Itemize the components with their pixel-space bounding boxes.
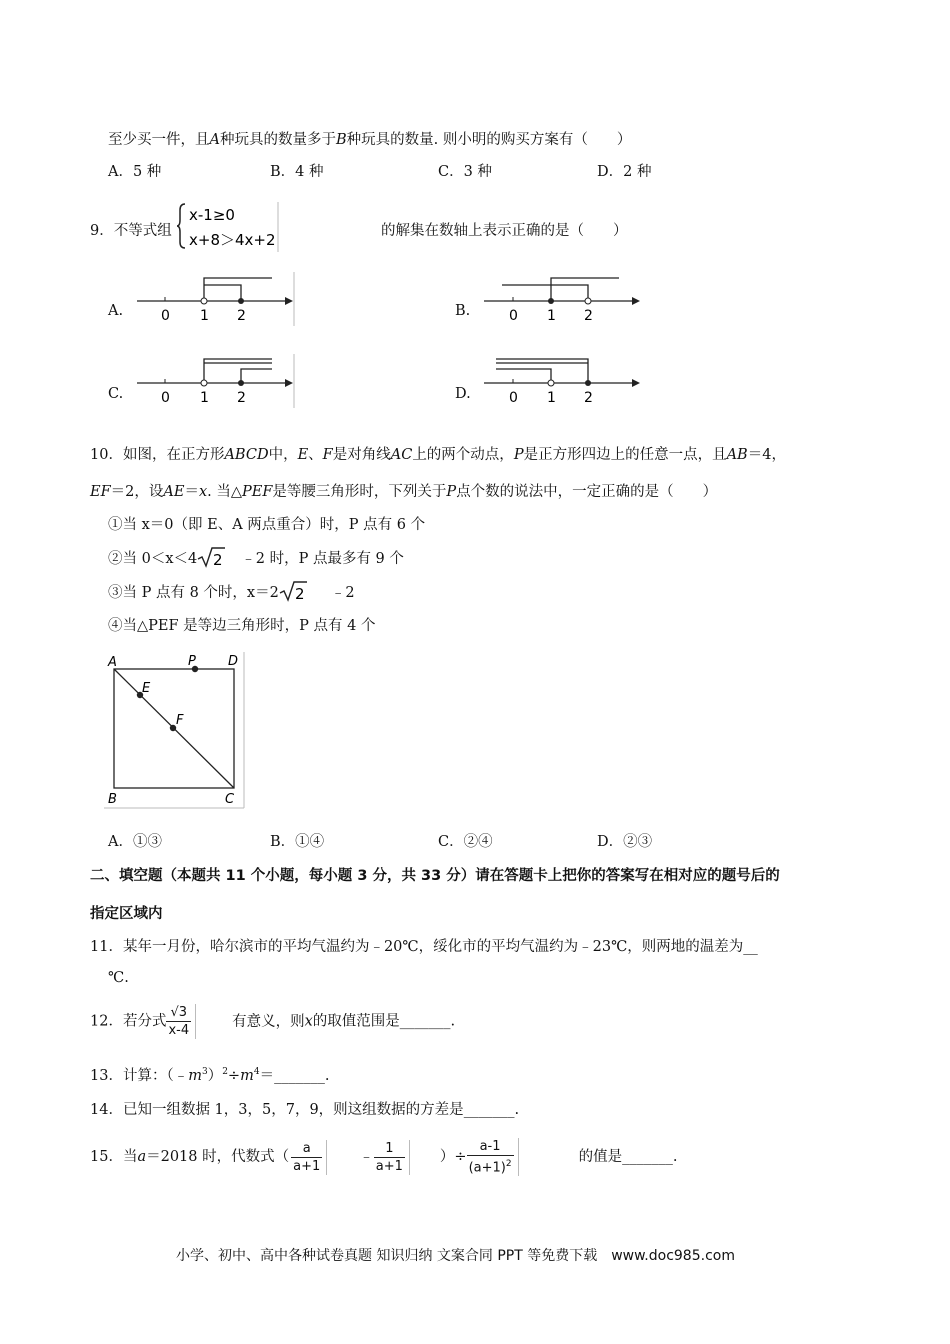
- q10-line1: 10．如图，在正方形ABCD中，E、F是对角线AC上的两个动点，P是正方形四边上的任意一点，且AB＝4，: [90, 447, 786, 463]
- svg-text:2: 2: [584, 308, 593, 324]
- q9-number-line-c: [135, 350, 297, 410]
- q8-option-d: D．2 种: [597, 164, 652, 180]
- q9-line2: x+8＞4x+2: [189, 231, 276, 249]
- q12-blank: _______: [399, 1013, 451, 1030]
- arrow-icon: [632, 379, 640, 387]
- q13: 13．计算：$(﹣m^3)^2\div m^4=\_\_\_\_\_\_\_$.: [90, 1067, 330, 1084]
- svg-text:1: 1: [547, 390, 556, 406]
- q11-text: 11．某年一月份，哈尔滨市的平均气温约为﹣20℃，绥化市的平均气温约为﹣23℃，则两地的温差为__: [90, 939, 758, 955]
- q9-label-b: B.: [455, 303, 471, 319]
- svg-text:2: 2: [213, 551, 223, 568]
- q10-statement-4: ④当△PEF 是等边三角形时，P 点有 4 个: [108, 618, 376, 634]
- q9-system-of-inequalities: [177, 200, 281, 252]
- svg-text:F: F: [176, 713, 184, 728]
- q9-label-d: D.: [455, 386, 471, 402]
- svg-text:2: 2: [237, 390, 246, 406]
- svg-text:1: 1: [547, 308, 556, 324]
- svg-text:A: A: [108, 655, 117, 670]
- q15: 15．当a＝2018 时，代数式（ $\frac{a}{a+1}$ ﹣ $\frac{1}{a+1}$ ）÷ $\frac{a-1}{(a+1)^2}$ 的值是_______.: [90, 1139, 678, 1176]
- arrow-icon: [632, 297, 640, 305]
- svg-text:D: D: [228, 654, 239, 669]
- svg-text:C: C: [225, 792, 235, 807]
- q10-option-b: B．①④: [270, 834, 325, 850]
- svg-text:B: B: [108, 792, 117, 807]
- q10-line2: EF＝2，设AE＝x. 当△PEF是等腰三角形时，下列关于P点个数的说法中，一定正确的是（ ）: [90, 484, 718, 500]
- section2-heading-line2: 指定区域内: [90, 906, 163, 922]
- q10-statement-3: ③当 P 点有 8 个时，x＝2 2 ﹣2: [108, 580, 355, 602]
- q9-number: 9．不等式组: [90, 223, 172, 239]
- sqrt-icon: [197, 546, 227, 568]
- svg-text:2: 2: [584, 390, 593, 406]
- q10-option-d: D．②③: [597, 834, 653, 850]
- sqrt-icon: [279, 580, 309, 602]
- q10-statement-1: ①当 x＝0（即 E、A 两点重合）时，P 点有 6 个: [108, 517, 426, 533]
- q9-question-tail: 的解集在数轴上表示正确的是（ ）: [381, 223, 628, 239]
- svg-text:E: E: [142, 681, 151, 696]
- arrow-icon: [285, 379, 293, 387]
- svg-text:P: P: [188, 654, 196, 669]
- q10-square-figure: [104, 650, 246, 810]
- q9-number-line-a: [135, 268, 297, 328]
- q8-option-a: A．5 种: [108, 164, 162, 180]
- q10-option-a: A．①③: [108, 834, 162, 850]
- svg-text:0: 0: [161, 390, 170, 406]
- q9-number-line-d: [482, 350, 644, 410]
- q15-blank: _______: [622, 1149, 673, 1166]
- arrow-icon: [285, 297, 293, 305]
- section2-heading-line1: 二、填空题（本题共 11 个小题，每小题 3 分，共 33 分）请在答题卡上把你的答案写在相对应的题号后的: [90, 868, 780, 884]
- svg-text:0: 0: [509, 390, 518, 406]
- svg-text:2: 2: [237, 308, 246, 324]
- svg-text:2: 2: [294, 585, 305, 602]
- q10-option-c: C．②④: [438, 834, 493, 850]
- q9-label-c: C.: [108, 386, 124, 402]
- brace-icon: [177, 204, 185, 248]
- q11-unit: ℃.: [108, 970, 129, 986]
- q13-blank: _______: [274, 1068, 325, 1084]
- svg-text:0: 0: [509, 308, 518, 324]
- svg-text:0: 0: [161, 308, 170, 324]
- svg-text:1: 1: [200, 308, 209, 324]
- q8-continuation: 至少买一件，且A种玩具的数量多于B种玩具的数量. 则小明的购买方案有（ ）: [108, 132, 632, 148]
- q8-option-b: B．4 种: [270, 164, 324, 180]
- page-footer: 小学、初中、高中各种试卷真题 知识归纳 文案合同 PPT 等免费下载 www.doc985.com: [176, 1248, 735, 1264]
- q9-line1: x-1≥0: [189, 206, 235, 224]
- q14: 14．已知一组数据 1，3，5，7，9，则这组数据的方差是_______.: [90, 1102, 520, 1118]
- q14-blank: _______: [463, 1102, 515, 1118]
- q9-number-line-b: [482, 268, 644, 328]
- q8-option-c: C．3 种: [438, 164, 492, 180]
- q11-blank: __: [743, 939, 758, 955]
- svg-text:1: 1: [200, 390, 209, 406]
- q12-fraction: $\frac{√3}{x-4}$: [166, 1004, 196, 1039]
- q10-statement-2: ②当 0＜x＜4 2 ﹣2 时，P 点最多有 9 个: [108, 546, 404, 568]
- q12: 12．若分式 $\frac{√3}{x-4}$ 有意义，则x的取值范围是_______.: [90, 1005, 456, 1038]
- q9-label-a: A.: [108, 303, 124, 319]
